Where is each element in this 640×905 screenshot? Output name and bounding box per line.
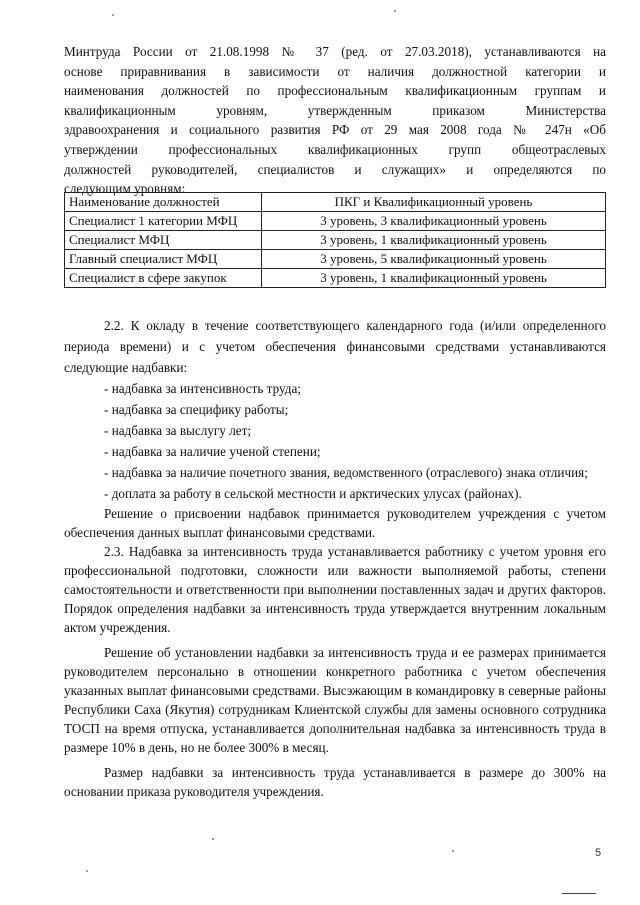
section-2-2-intro: 2.2. К окладу в течение соответствующего календарного года (и/или определенного периода времени) и с учетом обеспечения финансовыми средствами устанавливаются следующие надбавки: bbox=[64, 318, 606, 375]
list-item: - надбавка за выслугу лет; bbox=[104, 423, 252, 438]
cell-position: Специалист 1 категории МФЦ bbox=[65, 212, 262, 231]
table-row bbox=[65, 231, 606, 250]
table-header-row bbox=[65, 193, 606, 212]
section-2-3-decision: Решение об установлении надбавки за интенсивность труда и ее размерах принимается руководителем персонально в отношении конкретного работника с учетом обеспечения указанных выплат финансовыми средствами. Высэжающим в командировку в северные районы Республики Саха (Якутия) сотрудникам Клиентской службы для замены основного сотрудника ТОСП на время отпуска, устанавливается дополнительная надбавка за интенсивность труда в размере 10% в день, но не более 300% в месяц. bbox=[64, 645, 606, 755]
section-2-3-size: Размер надбавки за интенсивность труда устанавливается в размере до 300% на основании приказа руководителя учреждения. bbox=[64, 765, 606, 799]
header-level: ПКГ и Квалификационный уровень bbox=[262, 193, 606, 212]
intro-line: здравоохранения и социального развития РФ от 29 мая 2008 года № 247н «Об bbox=[64, 122, 606, 138]
list-item: - надбавка за интенсивность труда; bbox=[104, 381, 301, 396]
document-body bbox=[64, 315, 606, 801]
scan-speck bbox=[86, 870, 88, 872]
qualification-levels-table bbox=[64, 192, 606, 288]
scan-artifact-line bbox=[562, 893, 596, 894]
table-row bbox=[65, 212, 606, 231]
scan-speck bbox=[212, 838, 214, 840]
page-number: 5 bbox=[595, 847, 602, 859]
list-item: - доплата за работу в сельской местности и арктических улусах (районах). bbox=[104, 486, 522, 501]
cell-position: Главный специалист МФЦ bbox=[65, 250, 262, 269]
scan-speck bbox=[394, 10, 396, 12]
list-item: - надбавка за наличие ученой степени; bbox=[104, 444, 321, 459]
intro-line: основе приравнивания в зависимости от наличия должностной категории и bbox=[64, 63, 606, 79]
list-item: - надбавка за наличие почетного звания, ведомственного (отраслевого) знака отличия; bbox=[104, 465, 588, 480]
scan-speck bbox=[452, 850, 454, 852]
list-item: - надбавка за специфику работы; bbox=[104, 402, 289, 417]
intro-line: квалификационным уровням, утвержденным приказом Министерства bbox=[64, 102, 606, 118]
table-row bbox=[65, 269, 606, 288]
intro-line: следующим уровням: bbox=[64, 181, 186, 197]
section-2-3-intro: 2.3. Надбавка за интенсивность труда устанавливается работнику с учетом уровня его профессиональной подготовки, сложности или важности выполняемой работы, степени самостоятельности и ответственности при выполнении поставленных задач и других факторов. Порядок определения надбавки за интенсивность труда утверждается внутренним локальным актом учреждения. bbox=[64, 544, 606, 635]
table-row bbox=[65, 250, 606, 269]
cell-position: Специалист в сфере закупок bbox=[65, 269, 262, 288]
cell-level: 3 уровень, 1 квалификационный уровень bbox=[262, 231, 606, 250]
intro-line: утверждении профессиональных квалификационных групп общеотраслевых bbox=[64, 141, 606, 157]
cell-position: Специалист МФЦ bbox=[65, 231, 262, 250]
section-2-2-decision: Решение о присвоении надбавок принимается руководителем учреждения с учетом обеспечения данных выплат финансовыми средствами. bbox=[64, 506, 606, 540]
intro-line: Минтруда России от 21.08.1998 № 37 (ред. от 27.03.2018), устанавливаются на bbox=[64, 44, 606, 59]
cell-level: 3 уровень, 3 квалификационный уровень bbox=[262, 212, 606, 231]
intro-line: наименования должностей по профессиональным квалификационным группам и bbox=[64, 83, 606, 99]
cell-level: 3 уровень, 1 квалификационный уровень bbox=[262, 269, 606, 288]
intro-line: должностей руководителей, специалистов и служащих» и определяются по bbox=[64, 161, 606, 177]
cell-level: 3 уровень, 5 квалификационный уровень bbox=[262, 250, 606, 269]
header-position: Наименование должностей bbox=[65, 193, 262, 212]
intro-paragraph bbox=[64, 42, 606, 199]
scan-speck bbox=[112, 14, 114, 16]
